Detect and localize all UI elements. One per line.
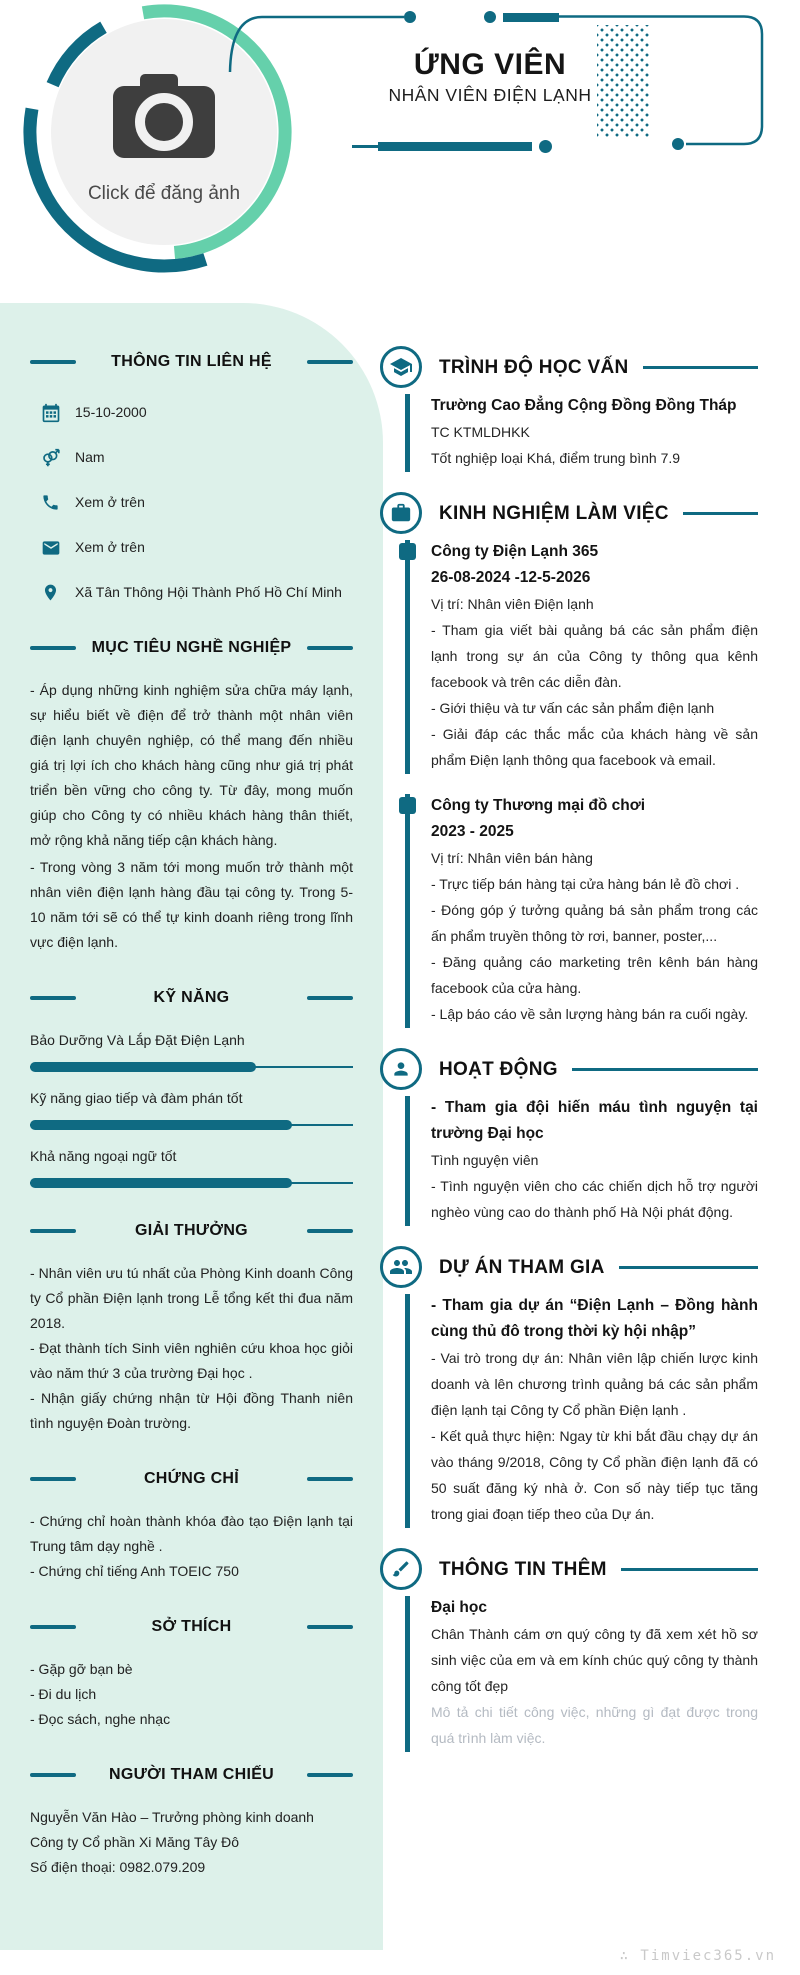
- skills-heading: [30, 985, 353, 1010]
- project-heading: - Tham gia dự án “Điện Lạnh – Đồng hành cùng thủ đô trong thời kỳ hội nhập”: [431, 1297, 758, 1340]
- skill-item: [30, 1028, 353, 1072]
- activities-heading: [380, 1047, 758, 1091]
- contact-row-email: [40, 535, 353, 560]
- camera-icon: [113, 74, 215, 158]
- hobby-item: - Đi du lịch: [30, 1686, 97, 1702]
- photo-upload-label[interactable]: Click để đăng ảnh: [87, 183, 241, 204]
- additional-info-title: THÔNG TIN THÊM: [439, 1558, 607, 1580]
- decor-bar: [503, 13, 559, 22]
- heading-rule: [307, 1773, 353, 1777]
- work-bullet: - Trực tiếp bán hàng tại cửa hàng bán lẻ đồ chơi .: [431, 876, 740, 892]
- hobby-item: - Gặp gỡ bạn bè: [30, 1661, 133, 1677]
- section-awards: [30, 1218, 353, 1436]
- work-bullet: - Đăng quảng cáo marketing trên kênh bán hàng facebook của cửa hàng.: [431, 954, 758, 996]
- heading-rule: [30, 1773, 76, 1777]
- skill-bar-fill: [30, 1120, 292, 1130]
- hobby-item: - Đọc sách, nghe nhạc: [30, 1711, 171, 1727]
- briefcase-icon: [380, 492, 422, 534]
- entry-bar: [405, 540, 410, 774]
- section-certificates: [30, 1466, 353, 1584]
- heading-rule: [572, 1068, 758, 1071]
- entry-marker: [399, 543, 416, 560]
- contact-row-birthday: [40, 400, 353, 425]
- heading-rule: [30, 646, 76, 650]
- award-item: - Đạt thành tích Sinh viên nghiên cứu khoa học giỏi vào năm thứ 3 của trường Đại học .: [30, 1340, 353, 1381]
- section-references: [30, 1762, 353, 1880]
- heading-rule: [307, 360, 353, 364]
- phone-value: Xem ở trên: [75, 494, 145, 510]
- project-bullet: - Vai trò trong dự án: Nhân viên lập chiến lược kinh doanh và lên chương trình quảng bá các sản phẩm điện lạnh tại Công ty Cổ phần Điện lạnh .: [431, 1350, 758, 1418]
- section-objective: [30, 635, 353, 955]
- heading-rule: [30, 360, 76, 364]
- reference-line: Công ty Cổ phần Xi Măng Tây Đô: [30, 1834, 240, 1850]
- experience-heading: [380, 491, 758, 535]
- skill-bar-fill: [30, 1178, 292, 1188]
- entry-bar: [405, 1294, 410, 1528]
- skill-label: Bảo Dưỡng Và Lắp Đặt Điện Lạnh: [30, 1032, 245, 1048]
- company-name: Công ty Thương mại đồ chơi: [431, 797, 646, 814]
- additional-info-placeholder[interactable]: Mô tả chi tiết công việc, những gì đạt được trong quá trình làm việc.: [431, 1704, 758, 1746]
- entry-bar: [405, 1596, 410, 1752]
- contact-row-phone: [40, 490, 353, 515]
- heading-rule: [307, 1477, 353, 1481]
- cv-header: [0, 0, 800, 303]
- work-position: Vị trí: Nhân viên Điện lạnh: [431, 596, 594, 612]
- additional-info-entry: [405, 1591, 758, 1757]
- skill-bar-fill: [30, 1062, 256, 1072]
- email-icon: [40, 537, 61, 558]
- decor-bar: [378, 142, 532, 151]
- section-experience: [383, 491, 758, 1033]
- education-result: Tốt nghiệp loại Khá, điểm trung bình 7.9: [431, 450, 681, 466]
- activity-role: Tình nguyện viên: [431, 1152, 539, 1168]
- entry-marker: [399, 797, 416, 814]
- certificates-title: CHỨNG CHỈ: [143, 1470, 240, 1487]
- skill-bar: [30, 1120, 353, 1130]
- projects-title: DỰ ÁN THAM GIA: [439, 1256, 605, 1278]
- section-additional-info: [383, 1547, 758, 1757]
- objective-title: MỤC TIÊU NGHỀ NGHIỆP: [91, 639, 292, 656]
- heading-rule: [683, 512, 758, 515]
- header-bracket-line: [558, 13, 770, 153]
- main-column: [383, 303, 800, 1950]
- decor-dot: [539, 140, 552, 153]
- contact-heading: [30, 349, 353, 374]
- skill-label: Khả năng ngoại ngữ tốt: [30, 1148, 177, 1164]
- gender-value: Nam: [75, 449, 105, 465]
- certificates-heading: [30, 1466, 353, 1491]
- education-title: TRÌNH ĐỘ HỌC VẤN: [439, 356, 629, 378]
- decor-line: [352, 145, 380, 148]
- heading-rule: [30, 1477, 76, 1481]
- school-name: Trường Cao Đẳng Cộng Đồng Đồng Tháp: [431, 397, 737, 414]
- work-position: Vị trí: Nhân viên bán hàng: [431, 850, 593, 866]
- awards-title: GIẢI THƯỞNG: [135, 1222, 248, 1239]
- references-heading: [30, 1762, 353, 1787]
- section-projects: [383, 1245, 758, 1533]
- education-heading: [380, 345, 758, 389]
- entry-bar: [405, 1096, 410, 1226]
- skill-label: Kỹ năng giao tiếp và đàm phán tốt: [30, 1090, 243, 1106]
- entry-bar: [405, 794, 410, 1028]
- work-bullet: - Lập báo cáo về sản lượng hàng bán ra cuối ngày.: [431, 1006, 749, 1022]
- address-value: Xã Tân Thông Hội Thành Phố Hồ Chí Minh: [75, 584, 342, 600]
- section-contact: [30, 349, 353, 605]
- activity-heading: - Tham gia đội hiến máu tình nguyện tại trường Đại học: [431, 1099, 758, 1142]
- skill-item: [30, 1086, 353, 1130]
- section-hobbies: [30, 1614, 353, 1732]
- work-bullet: - Tham gia viết bài quảng bá các sản phẩm điện lạnh trong sự án của Công ty thông qua kênh facebook và trên các diễn đàn.: [431, 622, 758, 690]
- experience-entry: [405, 535, 758, 779]
- additional-info-degree: Đại học: [431, 1599, 487, 1616]
- graduation-cap-icon: [380, 346, 422, 388]
- email-value: Xem ở trên: [75, 539, 145, 555]
- work-bullet: - Đóng góp ý tưởng quảng bá sản phẩm trong các ấn phẩm truyền thông tờ rơi, banner, poster,...: [431, 902, 758, 944]
- cv-title: ỨNG VIÊN: [413, 48, 567, 81]
- decor-dot: [672, 138, 684, 150]
- education-major: TC KTMLDHKK: [431, 424, 530, 440]
- experience-entry: [405, 789, 758, 1033]
- heading-rule: [307, 646, 353, 650]
- calendar-icon: [40, 402, 61, 423]
- heading-rule: [621, 1568, 758, 1571]
- skill-bar: [30, 1062, 353, 1072]
- activity-description: - Tình nguyện viên cho các chiến dịch hỗ trợ người nghèo vùng cao do thành phố Hà Nội phát động.: [431, 1178, 758, 1220]
- awards-heading: [30, 1218, 353, 1243]
- education-entry: [405, 389, 758, 477]
- certificate-item: - Chứng chỉ hoàn thành khóa đào tạo Điện lạnh tại Trung tâm dạy nghề .: [30, 1513, 353, 1554]
- section-education: [383, 345, 758, 477]
- heading-rule: [30, 996, 76, 1000]
- dots-pattern: [597, 25, 649, 137]
- activities-title: HOẠT ĐỘNG: [439, 1058, 558, 1080]
- location-icon: [40, 582, 61, 603]
- experience-title: KINH NGHIỆM LÀM VIỆC: [439, 502, 669, 524]
- heading-rule: [307, 1229, 353, 1233]
- references-title: NGƯỜI THAM CHIẾU: [108, 1766, 275, 1783]
- contact-row-address: [40, 580, 353, 605]
- award-item: - Nhận giấy chứng nhận từ Hội đồng Thanh niên tình nguyện Đoàn trường.: [30, 1390, 353, 1431]
- objective-heading: [30, 635, 353, 660]
- objective-paragraph: - Áp dụng những kinh nghiệm sửa chữa máy lạnh, sự hiểu biết về điện để trở thành một nhân viên điện lạnh chuyên nghiệp, có thể mang đến nhiều giá trị lợi ích cho khách hàng cũng như giá trị phát triển bền vững cho công ty. Từ đây, mong muốn giúp cho Công ty có nhiều khách hàng thân thiết, mở rộng khả năng tiếp cận khách hàng.: [30, 682, 353, 848]
- company-name: Công ty Điện Lạnh 365: [431, 543, 599, 560]
- heading-rule: [307, 996, 353, 1000]
- sidebar: [0, 303, 383, 1950]
- section-skills: [30, 985, 353, 1188]
- contact-row-gender: [40, 445, 353, 470]
- skill-item: [30, 1144, 353, 1188]
- section-activities: [383, 1047, 758, 1231]
- site-watermark: ∴ Timviec365.vn: [619, 1948, 776, 1964]
- reference-line: Nguyễn Văn Hào – Trưởng phòng kinh doanh: [30, 1809, 314, 1825]
- decor-dot: [404, 11, 416, 23]
- work-period: 2023 - 2025: [431, 823, 514, 840]
- activity-entry: [405, 1091, 758, 1231]
- project-entry: [405, 1289, 758, 1533]
- heading-rule: [30, 1625, 76, 1629]
- person-icon: [380, 1048, 422, 1090]
- additional-info-text: Chân Thành cám ơn quý công ty đã xem xét hồ sơ sinh việc của em và em kính chúc quý công ty thành công tốt đẹp: [431, 1626, 758, 1694]
- heading-rule: [307, 1625, 353, 1629]
- birthday-value: 15-10-2000: [75, 404, 147, 420]
- objective-paragraph: - Trong vòng 3 năm tới mong muốn trở thành một nhân viên điện lạnh hàng đầu tại công ty. Trong 5-10 năm tới sẽ có thể tự kinh doanh riêng trong lĩnh vực điện lạnh.: [30, 859, 353, 950]
- cv-subtitle: NHÂN VIÊN ĐIỆN LẠNH: [388, 85, 592, 105]
- work-bullet: - Giải đáp các thắc mắc của khách hàng về sản phẩm Điện lạnh thông qua facebook và email.: [431, 726, 758, 768]
- projects-heading: [380, 1245, 758, 1289]
- additional-info-heading: [380, 1547, 758, 1591]
- project-bullet: - Kết quả thực hiện: Ngay từ khi bắt đầu chạy dự án vào tháng 9/2018, Công ty Cổ phần điện lạnh đã có 50 suất đăng ký nhà ở. Con số này tiếp tục tăng trong giai đoạn tiếp theo của Dự án.: [431, 1428, 758, 1522]
- certificate-item: - Chứng chỉ tiếng Anh TOEIC 750: [30, 1563, 239, 1579]
- heading-rule: [619, 1266, 758, 1269]
- phone-icon: [40, 492, 61, 513]
- heading-rule: [643, 366, 758, 369]
- people-icon: [380, 1246, 422, 1288]
- award-item: - Nhân viên ưu tú nhất của Phòng Kinh doanh Công ty Cổ phần Điện lạnh trong Lễ tổng kết thi đua năm 2018.: [30, 1265, 353, 1331]
- hobbies-heading: [30, 1614, 353, 1639]
- hobbies-title: SỞ THÍCH: [151, 1618, 232, 1635]
- skill-bar: [30, 1178, 353, 1188]
- skills-title: KỸ NĂNG: [153, 989, 230, 1006]
- contact-title: THÔNG TIN LIÊN HỆ: [111, 353, 272, 370]
- brush-icon: [380, 1548, 422, 1590]
- gender-icon: [40, 447, 61, 468]
- decor-dot: [484, 11, 496, 23]
- header-curve-line: [226, 12, 406, 74]
- work-bullet: - Giới thiệu và tư vấn các sản phẩm điện lạnh: [431, 700, 715, 716]
- work-period: 26-08-2024 -12-5-2026: [431, 569, 591, 586]
- heading-rule: [30, 1229, 76, 1233]
- reference-line: Số điện thoại: 0982.079.209: [30, 1859, 206, 1875]
- entry-bar: [405, 394, 410, 472]
